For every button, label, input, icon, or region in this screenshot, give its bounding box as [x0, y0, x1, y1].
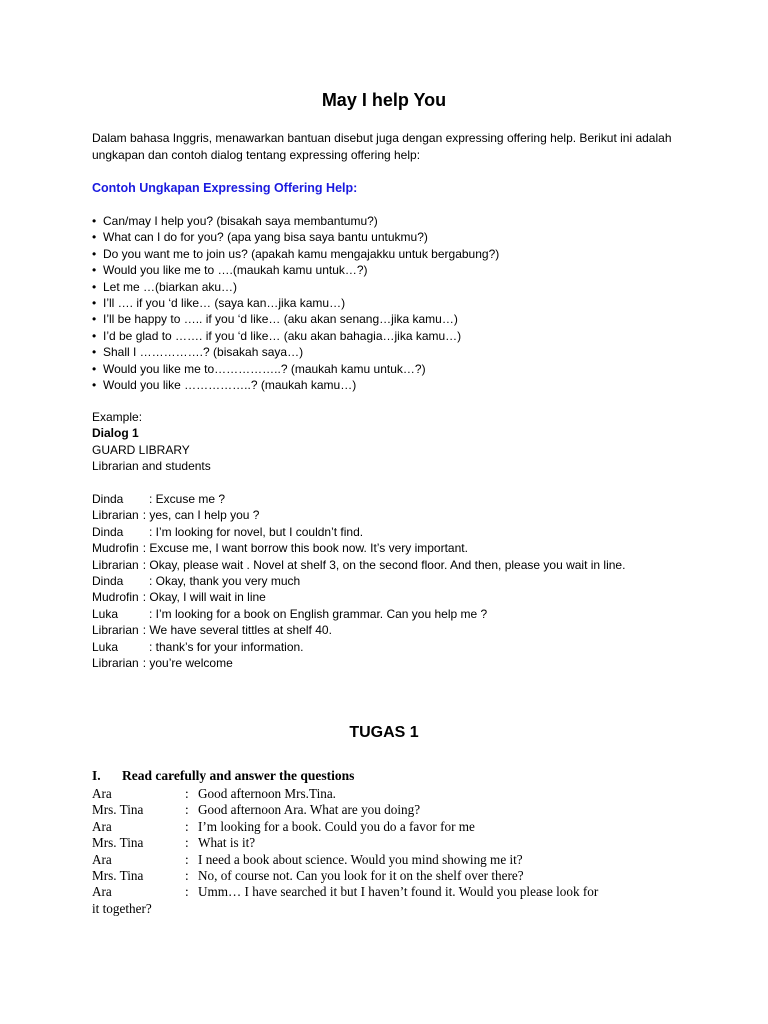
continuation-text: it together?: [92, 900, 152, 916]
list-item: • I’ll be happy to ….. if you ‘d like… (aku akan senang…jika kamu…): [92, 311, 499, 327]
speaker: Dinda: [92, 492, 124, 506]
dialog-line: [92, 557, 625, 573]
table-row: [92, 884, 682, 900]
list-item: • Can/may I help you? (bisakah saya membantumu?): [92, 213, 499, 229]
line-text: : yes, can I help you ?: [142, 508, 260, 523]
speaker: Luka: [92, 639, 119, 654]
intro-paragraph: Dalam bahasa Inggris, menawarkan bantuan disebut juga dengan expressing offering help. Berikut ini adalah ungkapan dan contoh dialog tentang expressing offering help:: [92, 131, 672, 162]
line-text: : We have several tittles at shelf 40.: [142, 623, 332, 638]
speaker: Mrs. Tina: [92, 802, 144, 818]
dialog-line: [92, 589, 625, 605]
line-text: I’m looking for a book. Could you do a favor for me: [198, 818, 475, 834]
line-text: I need a book about science. Would you mind showing me it?: [198, 851, 523, 867]
colon: :: [185, 884, 189, 900]
speaker: Dinda: [92, 524, 124, 539]
line-text: What is it?: [198, 835, 256, 851]
line-text: No, of course not. Can you look for it on the shelf over there?: [198, 868, 524, 884]
speaker: Mudrofin: [92, 541, 139, 556]
dialog-setting: GUARD LIBRARY: [92, 442, 190, 457]
list-item: • What can I do for you? (apa yang bisa saya bantu untukmu?): [92, 229, 499, 245]
table-row: [92, 802, 682, 818]
speaker: Ara: [92, 884, 112, 900]
speaker: Mrs. Tina: [92, 868, 144, 884]
line-text: : Okay, please wait . Novel at shelf 3, on the second floor. And then, please you wait in line.: [142, 557, 626, 572]
dialog-line: [92, 655, 625, 671]
list-item: • Do you want me to join us? (apakah kamu mengajakku untuk bergabung?): [92, 246, 499, 262]
colon: :: [185, 802, 189, 818]
speaker: Mrs. Tina: [92, 835, 144, 851]
line-text: Good afternoon Ara. What are you doing?: [198, 802, 421, 818]
speaker: Ara: [92, 786, 112, 801]
speaker: Dinda: [92, 574, 124, 589]
line-text: Good afternoon Mrs.Tina.: [198, 786, 336, 801]
task-heading: [92, 768, 354, 784]
task-heading-text: Read carefully and answer the questions: [122, 768, 355, 783]
list-item: • Would you like me to……………..? (maukah kamu untuk…?): [92, 361, 499, 377]
speaker: Luka: [92, 606, 119, 621]
table-row: [92, 835, 682, 851]
line-text: : Okay, I will wait in line: [142, 590, 266, 605]
speaker: Ara: [92, 818, 112, 834]
dialog-line: [92, 507, 625, 523]
colon: :: [185, 786, 189, 801]
line-text: : Excuse me, I want borrow this book now. It’s very important.: [142, 541, 468, 556]
dialog-line: [92, 639, 625, 655]
dialog-participants: Librarian and students: [92, 459, 211, 474]
colon: :: [185, 851, 189, 867]
dialog-line: [92, 606, 625, 622]
speaker: Librarian: [92, 623, 139, 638]
list-item: • Would you like me to ….(maukah kamu untuk…?): [92, 262, 499, 278]
list-item: • I’ll …. if you ‘d like… (saya kan…jika kamu…): [92, 295, 499, 311]
dialog-line: [92, 491, 625, 507]
line-text: : you’re welcome: [142, 656, 233, 671]
list-item: • Let me …(biarkan aku…): [92, 279, 499, 295]
line-text: : I’m looking for novel, but I couldn’t find.: [149, 524, 364, 539]
page-title: May I help You: [321, 90, 447, 110]
speaker: Mudrofin: [92, 590, 139, 605]
colon: :: [185, 868, 189, 884]
line-text: : Excuse me ?: [149, 492, 226, 506]
table-row: [92, 852, 682, 868]
line-text: : I’m looking for a book on English grammar. Can you help me ?: [149, 606, 488, 621]
dialog-line: [92, 573, 625, 589]
line-text: : Okay, thank you very much: [149, 574, 301, 589]
expressions-subheading: Contoh Ungkapan Expressing Offering Help:: [92, 181, 358, 195]
speaker: Librarian: [92, 656, 139, 671]
table-row: [92, 868, 682, 884]
table-row: [92, 819, 682, 835]
line-text: Umm… I have searched it but I haven’t found it. Would you please look for: [198, 884, 599, 900]
dialog-line: [92, 622, 625, 638]
dialog-line: [92, 524, 625, 540]
colon: :: [185, 818, 189, 834]
colon: :: [185, 835, 189, 851]
line-text: : thank’s for your information.: [149, 639, 304, 654]
table-row: [92, 786, 682, 802]
dialog-line: [92, 540, 625, 556]
example-label: Example:: [92, 410, 143, 424]
tugas-title: TUGAS 1: [349, 724, 419, 741]
list-item: • Shall I …………….? (bisakah saya…): [92, 344, 499, 360]
task-number: I.: [92, 768, 101, 783]
task-dialog: [92, 786, 682, 917]
dialog-label: Dialog 1: [92, 426, 139, 441]
dialog-lines: [92, 491, 625, 671]
speaker: Ara: [92, 851, 112, 867]
example-block: [92, 409, 211, 475]
speaker: Librarian: [92, 508, 139, 523]
list-item: • I’d be glad to ……. if you ‘d like… (aku akan bahagia…jika kamu…): [92, 328, 499, 344]
expression-list: [92, 213, 499, 393]
list-item: • Would you like ……………..? (maukah kamu…): [92, 377, 499, 393]
speaker: Librarian: [92, 557, 139, 572]
